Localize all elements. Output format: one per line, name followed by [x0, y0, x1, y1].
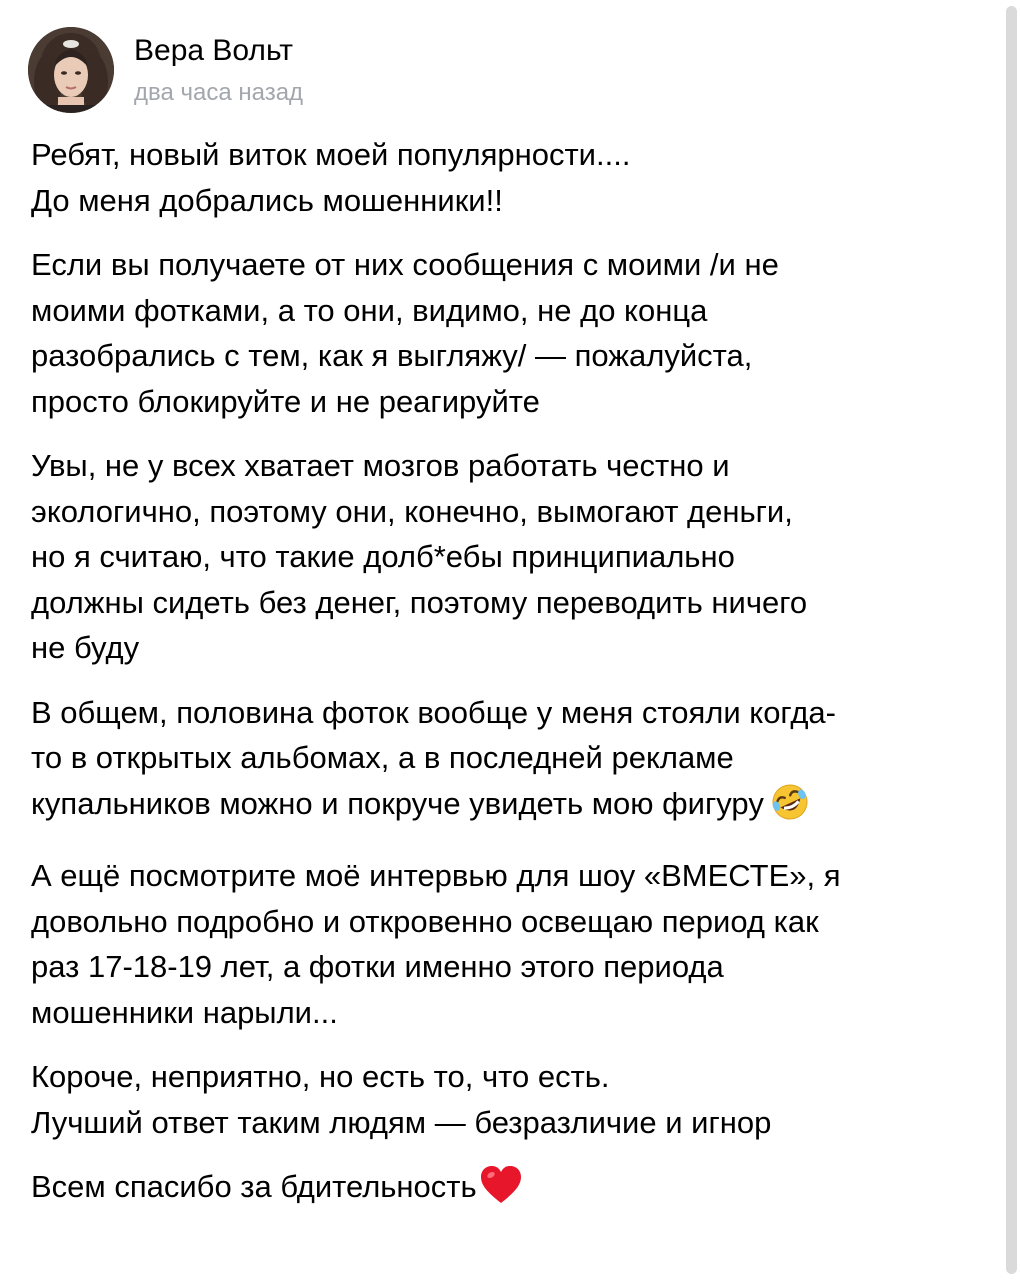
text-line: А ещё посмотрите моё интервью для шоу «ВМЕСТЕ», я	[31, 858, 841, 893]
post-paragraph	[31, 853, 991, 1035]
avatar-photo-icon	[28, 27, 114, 113]
text-fragment: купальников можно и покруче увидеть мою фигуру	[31, 785, 764, 821]
text-line: разобрались с тем, как я выгляжу/ — пожалуйста,	[31, 338, 753, 373]
post-text	[31, 132, 991, 1237]
text-line: не буду	[31, 630, 140, 665]
rolling-on-the-floor-laughing-emoji-icon	[770, 782, 810, 835]
text-line: Если вы получаете от них сообщения с моими /и не	[31, 247, 779, 282]
post-paragraph	[31, 443, 991, 671]
post-paragraph	[31, 242, 991, 424]
text-line: Лучший ответ таким людям — безразличие и игнор	[31, 1104, 772, 1140]
text-line: просто блокируйте и не реагируйте	[31, 383, 540, 419]
text-line-with-emoji	[31, 781, 991, 835]
red-heart-emoji-icon	[479, 1165, 523, 1218]
post-timestamp[interactable]: два часа назад	[134, 79, 304, 106]
text-line: Короче, неприятно, но есть то, что есть.	[31, 1059, 610, 1094]
post-paragraph	[31, 132, 991, 223]
text-line: то в открытых альбомах, а в последней рекламе	[31, 740, 734, 775]
text-line: В общем, половина фоток вообще у меня стояли когда-	[31, 694, 837, 730]
text-line: мошенники нарыли...	[31, 994, 338, 1030]
text-line: Ребят, новый виток моей популярности....	[31, 137, 631, 172]
post-paragraph	[31, 690, 991, 835]
scrollbar-thumb[interactable]	[1006, 6, 1017, 1274]
text-fragment: Всем спасибо за бдительность	[31, 1169, 477, 1204]
text-line: но я считаю, что такие долб*ебы принципиально	[31, 539, 735, 574]
post-paragraph	[31, 1164, 991, 1218]
text-line: экологично, поэтому они, конечно, вымогают деньги,	[31, 493, 793, 529]
author-avatar[interactable]	[28, 27, 114, 113]
text-line: Увы, не у всех хватает мозгов работать честно и	[31, 448, 730, 483]
text-line: моими фотками, а то они, видимо, не до конца	[31, 292, 708, 328]
text-line: должны сидеть без денег, поэтому переводить ничего	[31, 584, 808, 620]
text-line: До меня добрались мошенники!!	[31, 182, 503, 218]
text-line: раз 17-18-19 лет, а фотки именно этого периода	[31, 949, 724, 984]
author-name[interactable]: Вера Вольт	[134, 34, 293, 67]
text-line: довольно подробно и откровенно освещаю период как	[31, 903, 819, 939]
post-paragraph	[31, 1054, 991, 1145]
text-line-with-emoji	[31, 1164, 991, 1218]
